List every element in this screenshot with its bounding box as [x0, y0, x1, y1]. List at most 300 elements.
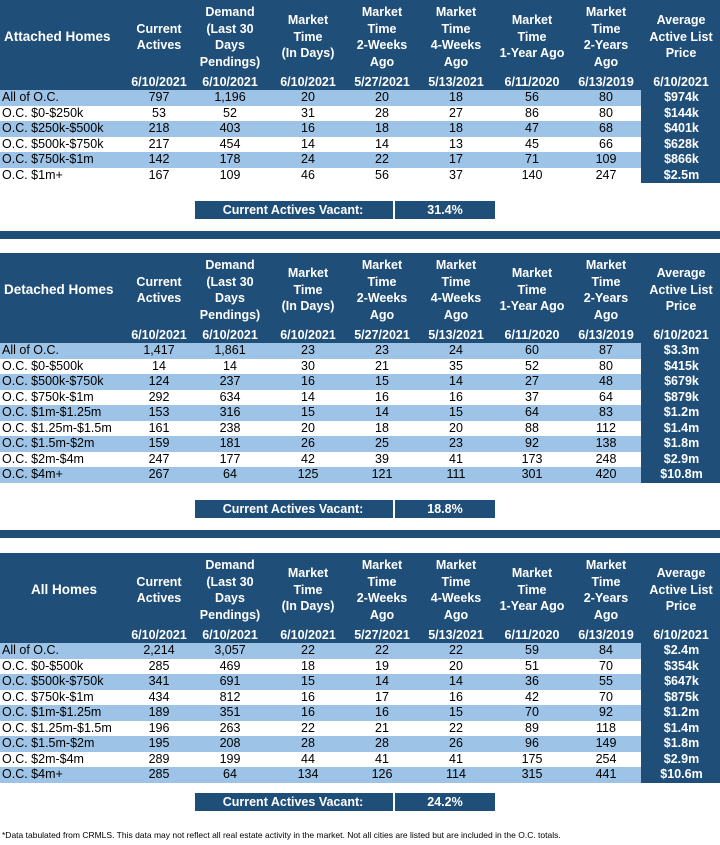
- market-time-2-years-value: 248: [595, 451, 617, 466]
- market-time-4-weeks-value: 16: [449, 689, 463, 704]
- market-time-4-weeks-value: 22: [449, 643, 463, 657]
- market-time-value: 15: [301, 674, 315, 688]
- current-actives-value: 159: [148, 436, 170, 450]
- price-cell-background: [641, 90, 720, 106]
- price-range-label: O.C. $750k-$1m: [2, 389, 94, 404]
- average-list-price-value: $1.2m: [663, 405, 700, 419]
- column-header-market-time-2-weeks: Market Time 2-Weeks Ago: [356, 258, 408, 322]
- date-cell-market-time-4-weeks: 5/13/2021: [428, 328, 484, 342]
- column-header-market-time-4-weeks: Market Time 4-Weeks Ago: [430, 558, 482, 622]
- market-time-2-weeks-value: 28: [375, 105, 389, 120]
- current-actives-value: 2,214: [143, 643, 175, 657]
- average-list-price-value: $10.8m: [660, 467, 703, 481]
- market-time-2-weeks-value: 16: [375, 389, 389, 404]
- table-row: [0, 152, 720, 168]
- average-list-price-value: $1.4m: [663, 720, 700, 735]
- date-cell-market-time-2-years: 6/13/2019: [578, 328, 634, 342]
- price-range-label: All of O.C.: [2, 343, 59, 357]
- market-time-2-weeks-value: 28: [375, 736, 389, 750]
- current-actives-value: 195: [148, 736, 170, 750]
- price-cell-background: [641, 736, 720, 752]
- demand-value: 177: [219, 451, 241, 466]
- demand-value: 14: [223, 358, 237, 373]
- table-row: [0, 168, 720, 184]
- date-cell-market-time-2-weeks: 5/27/2021: [354, 75, 410, 89]
- demand-value: 181: [219, 436, 241, 450]
- market-time-1-year-value: 92: [525, 436, 539, 450]
- price-range-label: O.C. $2m-$4m: [2, 451, 84, 466]
- footnote: *Data tabulated from CRMLS. This data may not reflect all real estate activity in the market. Not all cities are listed but are included in the O.C. totals.: [2, 830, 561, 840]
- market-time-2-years-value: 80: [599, 105, 613, 120]
- market-time-value: 31: [301, 105, 315, 120]
- current-actives-value: 292: [148, 389, 170, 404]
- price-range-label: O.C. $0-$250k: [2, 105, 84, 120]
- price-range-label: O.C. $4m+: [2, 467, 63, 481]
- market-time-4-weeks-value: 111: [446, 467, 466, 481]
- market-time-value: 22: [301, 720, 315, 735]
- market-time-2-years-value: 70: [599, 658, 613, 673]
- price-cell-background: [641, 168, 720, 184]
- table-row: [0, 467, 720, 483]
- market-time-1-year-value: 301: [521, 467, 543, 481]
- dates-row: [0, 627, 720, 643]
- market-time-4-weeks-value: 13: [449, 136, 463, 151]
- demand-value: 238: [219, 420, 241, 435]
- current-actives-value: 341: [148, 674, 170, 688]
- date-cell-average-list-price: 6/10/2021: [653, 628, 709, 642]
- price-range-label: O.C. $1.25m-$1.5m: [2, 420, 112, 435]
- table-row: [0, 405, 720, 421]
- price-cell-background: [641, 721, 720, 737]
- column-header-market-time-2-weeks: Market Time 2-Weeks Ago: [356, 558, 408, 622]
- section-header: [0, 0, 720, 74]
- market-time-2-years-value: 254: [595, 751, 617, 766]
- market-time-2-years-value: 80: [599, 358, 613, 373]
- market-time-2-weeks-value: 21: [375, 358, 389, 373]
- price-cell-background: [641, 452, 720, 468]
- current-actives-value: 285: [148, 658, 170, 673]
- market-time-2-years-value: 66: [599, 136, 613, 151]
- market-time-value: 16: [301, 121, 315, 135]
- average-list-price-value: $1.4m: [663, 420, 700, 435]
- table-row: [0, 767, 720, 783]
- current-actives-value: 53: [152, 105, 166, 120]
- date-cell-market-time-2-years: 6/13/2019: [578, 75, 634, 89]
- demand-value: 351: [219, 705, 241, 719]
- column-header-market-time-1-year: Market Time 1-Year Ago: [499, 266, 565, 314]
- market-time-value: 23: [301, 343, 315, 357]
- market-time-4-weeks-value: 16: [449, 389, 463, 404]
- price-range-label: O.C. $1m+: [2, 167, 63, 182]
- market-time-2-weeks-value: 15: [375, 374, 389, 388]
- date-cell-demand: 6/10/2021: [202, 628, 258, 642]
- market-time-value: 44: [301, 751, 315, 766]
- column-header-market-time: Market Time (In Days): [281, 13, 335, 61]
- market-time-2-years-value: 68: [599, 121, 613, 135]
- average-list-price-value: $679k: [664, 374, 699, 388]
- table-row: [0, 106, 720, 122]
- market-time-2-weeks-value: 21: [375, 720, 389, 735]
- market-time-2-weeks-value: 17: [375, 689, 389, 704]
- market-time-1-year-value: 86: [525, 105, 539, 120]
- demand-value: 199: [219, 751, 241, 766]
- market-time-value: 14: [301, 136, 315, 151]
- price-cell-background: [641, 421, 720, 437]
- date-cell-market-time: 6/10/2021: [280, 75, 336, 89]
- date-cell-current-actives: 6/10/2021: [131, 628, 187, 642]
- market-time-1-year-value: 51: [525, 658, 539, 673]
- price-range-label: O.C. $1.5m-$2m: [2, 436, 95, 450]
- dates-row: [0, 327, 720, 343]
- market-time-1-year-value: 89: [525, 720, 539, 735]
- market-time-2-years-value: 138: [595, 436, 617, 450]
- market-time-2-weeks-value: 39: [375, 451, 389, 466]
- price-range-label: O.C. $250k-$500k: [2, 121, 104, 135]
- market-time-2-years-value: 80: [599, 90, 613, 104]
- date-cell-demand: 6/10/2021: [202, 328, 258, 342]
- demand-value: 316: [219, 405, 241, 419]
- table-row: [0, 359, 720, 375]
- current-actives-vacant-box: [195, 793, 493, 811]
- current-actives-value: 14: [152, 358, 166, 373]
- market-time-2-years-value: 109: [595, 152, 617, 166]
- current-actives-value: 267: [148, 467, 170, 481]
- market-time-2-years-value: 149: [595, 736, 617, 750]
- demand-value: 208: [219, 736, 241, 750]
- current-actives-value: 196: [148, 720, 170, 735]
- market-time-2-weeks-value: 14: [375, 136, 389, 151]
- current-actives-value: 797: [148, 90, 170, 104]
- column-header-demand: Demand (Last 30 Days Pendings): [199, 5, 261, 69]
- table-row: [0, 721, 720, 737]
- table-row: [0, 705, 720, 721]
- price-cell-background: [641, 106, 720, 122]
- demand-value: 691: [219, 674, 241, 688]
- market-time-1-year-value: 175: [521, 751, 543, 766]
- average-list-price-value: $415k: [664, 358, 699, 373]
- price-range-label: O.C. $1m-$1.25m: [2, 405, 102, 419]
- market-time-2-years-value: 83: [599, 405, 613, 419]
- market-time-2-weeks-value: 23: [375, 343, 389, 357]
- table-row: [0, 674, 720, 690]
- average-list-price-value: $647k: [664, 674, 699, 688]
- market-time-1-year-value: 27: [525, 374, 539, 388]
- price-range-label: O.C. $0-$500k: [2, 358, 84, 373]
- vacant-label: Current Actives Vacant:: [222, 795, 364, 809]
- demand-value: 469: [219, 658, 241, 673]
- average-list-price-value: $2.4m: [663, 643, 700, 657]
- average-list-price-value: $144k: [664, 105, 699, 120]
- market-time-2-weeks-value: 22: [375, 152, 389, 166]
- section-title: All Homes: [30, 581, 98, 597]
- table-row: [0, 436, 720, 452]
- column-header-market-time-2-years: Market Time 2-Years Ago: [583, 258, 629, 322]
- market-time-value: 24: [301, 152, 315, 166]
- demand-value: 64: [223, 467, 237, 481]
- table-row: [0, 690, 720, 706]
- market-time-1-year-value: 36: [525, 674, 539, 688]
- date-cell-market-time-1-year: 6/11/2020: [504, 328, 560, 342]
- price-range-label: O.C. $1.5m-$2m: [2, 736, 95, 750]
- market-time-value: 20: [301, 90, 315, 104]
- market-time-value: 42: [301, 451, 315, 466]
- section-divider: [0, 530, 720, 538]
- market-time-4-weeks-value: 20: [449, 658, 463, 673]
- column-header-average-list-price: Average Active List Price: [649, 566, 713, 614]
- market-time-2-weeks-value: 20: [375, 90, 389, 104]
- price-range-label: O.C. $0-$500k: [2, 658, 84, 673]
- market-time-1-year-value: 52: [525, 358, 539, 373]
- market-time-2-years-value: 441: [595, 767, 617, 781]
- table-row: [0, 736, 720, 752]
- price-cell-background: [641, 467, 720, 483]
- market-time-2-years-value: 87: [599, 343, 613, 357]
- date-cell-average-list-price: 6/10/2021: [653, 75, 709, 89]
- market-time-1-year-value: 60: [525, 343, 539, 357]
- date-cell-market-time-4-weeks: 5/13/2021: [428, 75, 484, 89]
- market-time-4-weeks-value: 35: [449, 358, 463, 373]
- average-list-price-value: $1.2m: [663, 705, 700, 719]
- date-cell-market-time: 6/10/2021: [280, 628, 336, 642]
- market-time-4-weeks-value: 15: [449, 705, 463, 719]
- market-time-2-years-value: 84: [599, 643, 613, 657]
- price-range-label: O.C. $750k-$1m: [2, 689, 94, 704]
- date-cell-market-time-1-year: 6/11/2020: [504, 75, 560, 89]
- column-header-market-time-1-year: Market Time 1-Year Ago: [499, 13, 565, 61]
- vacant-value: 18.8%: [393, 500, 495, 518]
- price-range-label: O.C. $500k-$750k: [2, 136, 104, 151]
- market-time-value: 26: [301, 436, 315, 450]
- price-cell-background: [641, 690, 720, 706]
- market-time-4-weeks-value: 18: [449, 121, 463, 135]
- current-actives-value: 434: [148, 689, 170, 704]
- vacant-label: Current Actives Vacant:: [222, 203, 364, 217]
- market-time-1-year-value: 71: [525, 152, 539, 166]
- price-range-label: O.C. $2m-$4m: [2, 751, 84, 766]
- date-cell-market-time-2-weeks: 5/27/2021: [354, 328, 410, 342]
- price-cell-background: [641, 359, 720, 375]
- market-time-4-weeks-value: 41: [449, 751, 463, 766]
- market-time-2-years-value: 92: [599, 705, 613, 719]
- current-actives-value: 142: [148, 152, 170, 166]
- column-header-market-time-2-years: Market Time 2-Years Ago: [583, 5, 629, 69]
- market-time-4-weeks-value: 37: [449, 167, 463, 182]
- price-cell-background: [641, 137, 720, 153]
- market-time-1-year-value: 96: [525, 736, 539, 750]
- price-range-label: O.C. $500k-$750k: [2, 674, 104, 688]
- average-list-price-value: $401k: [664, 121, 699, 135]
- market-time-2-weeks-value: 126: [371, 767, 393, 781]
- market-time-1-year-value: 315: [521, 767, 543, 781]
- price-cell-background: [641, 659, 720, 675]
- current-actives-value: 124: [148, 374, 170, 388]
- market-time-4-weeks-value: 26: [449, 736, 463, 750]
- price-range-label: All of O.C.: [2, 90, 59, 104]
- demand-value: 403: [219, 121, 241, 135]
- market-time-value: 15: [301, 405, 315, 419]
- current-actives-vacant-box: [195, 500, 493, 518]
- average-list-price-value: $2.9m: [663, 451, 700, 466]
- average-list-price-value: $1.8m: [663, 736, 700, 750]
- market-time-2-weeks-value: 41: [375, 751, 389, 766]
- current-actives-value: 285: [148, 767, 170, 781]
- market-time-1-year-value: 47: [525, 121, 539, 135]
- column-header-demand: Demand (Last 30 Days Pendings): [199, 558, 261, 622]
- market-time-2-weeks-value: 22: [375, 643, 389, 657]
- average-list-price-value: $628k: [664, 136, 699, 151]
- market-time-4-weeks-value: 41: [449, 451, 463, 466]
- date-cell-average-list-price: 6/10/2021: [653, 328, 709, 342]
- price-range-label: O.C. $1.25m-$1.5m: [2, 720, 112, 735]
- current-actives-value: 153: [148, 405, 170, 419]
- table-row: [0, 90, 720, 106]
- market-time-4-weeks-value: 14: [449, 374, 463, 388]
- price-range-label: All of O.C.: [2, 643, 59, 657]
- price-cell-background: [641, 752, 720, 768]
- average-list-price-value: $354k: [664, 658, 699, 673]
- demand-value: 1,861: [214, 343, 246, 357]
- average-list-price-value: $10.6m: [660, 767, 703, 781]
- average-list-price-value: $1.8m: [663, 436, 700, 450]
- market-time-2-weeks-value: 18: [375, 121, 389, 135]
- market-time-4-weeks-value: 22: [449, 720, 463, 735]
- market-time-value: 18: [301, 658, 315, 673]
- price-range-label: O.C. $750k-$1m: [2, 152, 94, 166]
- market-time-value: 16: [301, 374, 315, 388]
- market-time-value: 125: [297, 467, 319, 481]
- table-row: [0, 343, 720, 359]
- market-time-1-year-value: 37: [525, 389, 539, 404]
- table-row: [0, 752, 720, 768]
- column-header-market-time-2-weeks: Market Time 2-Weeks Ago: [356, 5, 408, 69]
- market-time-2-weeks-value: 14: [375, 405, 389, 419]
- price-cell-background: [641, 343, 720, 359]
- table-row: [0, 659, 720, 675]
- demand-value: 237: [219, 374, 241, 388]
- column-header-market-time: Market Time (In Days): [281, 566, 335, 614]
- average-list-price-value: $2.9m: [663, 751, 700, 766]
- column-header-demand: Demand (Last 30 Days Pendings): [199, 258, 261, 322]
- price-range-label: O.C. $4m+: [2, 767, 63, 781]
- market-time-2-years-value: 112: [596, 420, 616, 435]
- market-time-value: 16: [301, 689, 315, 704]
- date-cell-demand: 6/10/2021: [202, 75, 258, 89]
- market-time-value: 46: [301, 167, 315, 182]
- market-time-4-weeks-value: 14: [449, 674, 463, 688]
- section-title: Detached Homes: [4, 281, 114, 297]
- market-time-4-weeks-value: 15: [449, 405, 463, 419]
- market-time-1-year-value: 59: [525, 643, 539, 657]
- market-time-2-years-value: 118: [596, 720, 616, 735]
- demand-value: 52: [223, 105, 237, 120]
- current-actives-value: 247: [148, 451, 170, 466]
- market-time-value: 20: [301, 420, 315, 435]
- market-time-1-year-value: 173: [521, 451, 543, 466]
- average-list-price-value: $866k: [664, 152, 699, 166]
- market-time-1-year-value: 70: [525, 705, 539, 719]
- column-header-current-actives: Current Actives: [136, 21, 182, 52]
- average-list-price-value: $879k: [664, 389, 699, 404]
- market-time-value: 28: [301, 736, 315, 750]
- current-actives-vacant-box: [195, 201, 493, 219]
- table-row: [0, 137, 720, 153]
- current-actives-value: 217: [148, 136, 170, 151]
- price-cell-background: [641, 643, 720, 659]
- average-list-price-value: $2.5m: [663, 167, 700, 182]
- column-header-market-time-1-year: Market Time 1-Year Ago: [499, 566, 565, 614]
- column-header-current-actives: Current Actives: [136, 274, 182, 305]
- table-row: [0, 374, 720, 390]
- market-time-2-weeks-value: 16: [375, 705, 389, 719]
- market-time-1-year-value: 64: [525, 405, 539, 419]
- average-list-price-value: $974k: [664, 90, 699, 104]
- date-cell-market-time-1-year: 6/11/2020: [504, 628, 560, 642]
- table-row: [0, 421, 720, 437]
- column-header-market-time: Market Time (In Days): [281, 266, 335, 314]
- market-time-4-weeks-value: 17: [449, 152, 463, 166]
- table-row: [0, 390, 720, 406]
- date-cell-current-actives: 6/10/2021: [131, 75, 187, 89]
- price-cell-background: [641, 705, 720, 721]
- market-time-1-year-value: 56: [525, 90, 539, 104]
- price-cell-background: [641, 121, 720, 137]
- market-time-2-weeks-value: 18: [375, 420, 389, 435]
- column-header-market-time-4-weeks: Market Time 4-Weeks Ago: [430, 5, 482, 69]
- market-time-2-years-value: 48: [599, 374, 613, 388]
- market-time-2-weeks-value: 19: [375, 658, 389, 673]
- market-time-4-weeks-value: 23: [449, 436, 463, 450]
- market-time-4-weeks-value: 27: [449, 105, 463, 120]
- current-actives-value: 289: [148, 751, 170, 766]
- column-header-average-list-price: Average Active List Price: [649, 13, 713, 61]
- current-actives-value: 161: [148, 420, 170, 435]
- average-list-price-value: $3.3m: [663, 343, 700, 357]
- market-time-value: 16: [301, 705, 315, 719]
- table-row: [0, 452, 720, 468]
- demand-value: 3,057: [214, 643, 246, 657]
- market-time-1-year-value: 140: [521, 167, 543, 182]
- price-cell-background: [641, 436, 720, 452]
- price-range-label: O.C. $500k-$750k: [2, 374, 104, 388]
- market-time-2-weeks-value: 121: [371, 467, 393, 481]
- market-time-1-year-value: 88: [525, 420, 539, 435]
- demand-value: 263: [219, 720, 241, 735]
- market-time-2-weeks-value: 14: [375, 674, 389, 688]
- market-time-2-years-value: 420: [595, 467, 617, 481]
- market-time-2-years-value: 70: [599, 689, 613, 704]
- demand-value: 812: [219, 689, 241, 704]
- date-cell-market-time-2-years: 6/13/2019: [578, 628, 634, 642]
- current-actives-value: 1,417: [143, 343, 175, 357]
- average-list-price-value: $875k: [664, 689, 699, 704]
- market-time-2-years-value: 64: [599, 389, 613, 404]
- price-range-label: O.C. $1m-$1.25m: [2, 705, 102, 719]
- price-cell-background: [641, 674, 720, 690]
- market-time-1-year-value: 42: [525, 689, 539, 704]
- current-actives-value: 218: [148, 121, 170, 135]
- market-time-2-weeks-value: 56: [375, 167, 389, 182]
- column-header-average-list-price: Average Active List Price: [649, 266, 713, 314]
- column-header-current-actives: Current Actives: [136, 574, 182, 605]
- market-time-4-weeks-value: 24: [449, 343, 463, 357]
- demand-value: 634: [219, 389, 241, 404]
- market-time-4-weeks-value: 20: [449, 420, 463, 435]
- market-time-value: 134: [297, 767, 319, 781]
- date-cell-market-time: 6/10/2021: [280, 328, 336, 342]
- market-time-value: 22: [301, 643, 315, 657]
- price-cell-background: [641, 405, 720, 421]
- market-time-2-years-value: 247: [595, 167, 617, 182]
